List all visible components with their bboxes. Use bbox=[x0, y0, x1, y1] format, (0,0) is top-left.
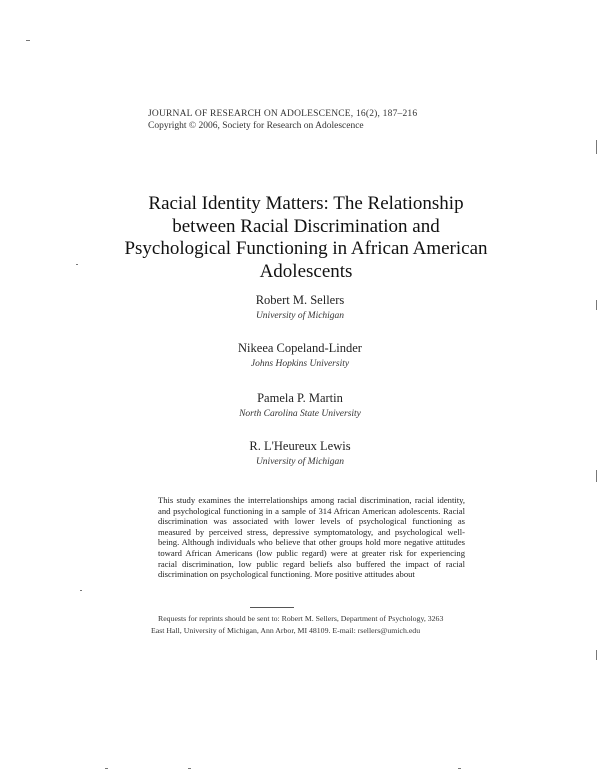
article-title: Racial Identity Matters: The Relationship between Racial Discrimination and Psychological Functioning in African American Adolescents bbox=[124, 193, 488, 282]
author-name: Pamela P. Martin bbox=[257, 391, 343, 405]
author-block bbox=[0, 341, 600, 369]
scan-speck bbox=[188, 768, 191, 769]
footnote-line: Requests for reprints should be sent to: Robert M. Sellers, Department of Psychology, 3263 bbox=[158, 614, 444, 623]
scan-speck bbox=[596, 140, 597, 154]
journal-line: JOURNAL OF RESEARCH ON ADOLESCENCE, 16(2), 187–216 bbox=[148, 109, 418, 119]
scan-speck bbox=[458, 768, 461, 769]
author-name: Nikeea Copeland-Linder bbox=[238, 341, 362, 355]
author-affiliation: University of Michigan bbox=[255, 311, 345, 321]
journal-header bbox=[148, 108, 417, 132]
author-affiliation: University of Michigan bbox=[255, 457, 345, 467]
scan-speck bbox=[596, 470, 597, 482]
scan-speck bbox=[76, 264, 78, 265]
scan-speck bbox=[26, 40, 30, 41]
author-name: Robert M. Sellers bbox=[255, 293, 345, 307]
scan-speck bbox=[105, 768, 108, 769]
scan-speck bbox=[596, 650, 597, 660]
author-affiliation: North Carolina State University bbox=[239, 409, 361, 419]
copyright-line: Copyright © 2006, Society for Research on Adolescence bbox=[148, 121, 364, 131]
author-affiliation: Johns Hopkins University bbox=[250, 359, 350, 369]
author-block bbox=[0, 391, 600, 419]
scan-speck bbox=[80, 590, 82, 591]
footnote-rule bbox=[250, 607, 294, 608]
footnote-line: East Hall, University of Michigan, Ann Arbor, MI 48109. E-mail: rsellers@umich.edu bbox=[151, 625, 421, 635]
author-name: R. L'Heureux Lewis bbox=[249, 439, 351, 453]
abstract-text: This study examines the interrelationships among racial discrimination, racial identity, and psychological functioning in a sample of 314 African American adolescents. Racial discrimination was associated with lower levels of psychological functioning as measured by perceived stress, depressive symptomatology, and psychological well-being. Although individuals who believe that other groups hold more negative attitudes toward African Americans (low public regard) were at greater risk for experiencing racial discrimination, low public regard beliefs also buffered the impact of racial discrimination on psychological functioning. More positive attitudes about bbox=[158, 495, 465, 580]
author-block bbox=[0, 439, 600, 467]
author-block bbox=[0, 293, 600, 321]
footnote bbox=[151, 613, 468, 636]
